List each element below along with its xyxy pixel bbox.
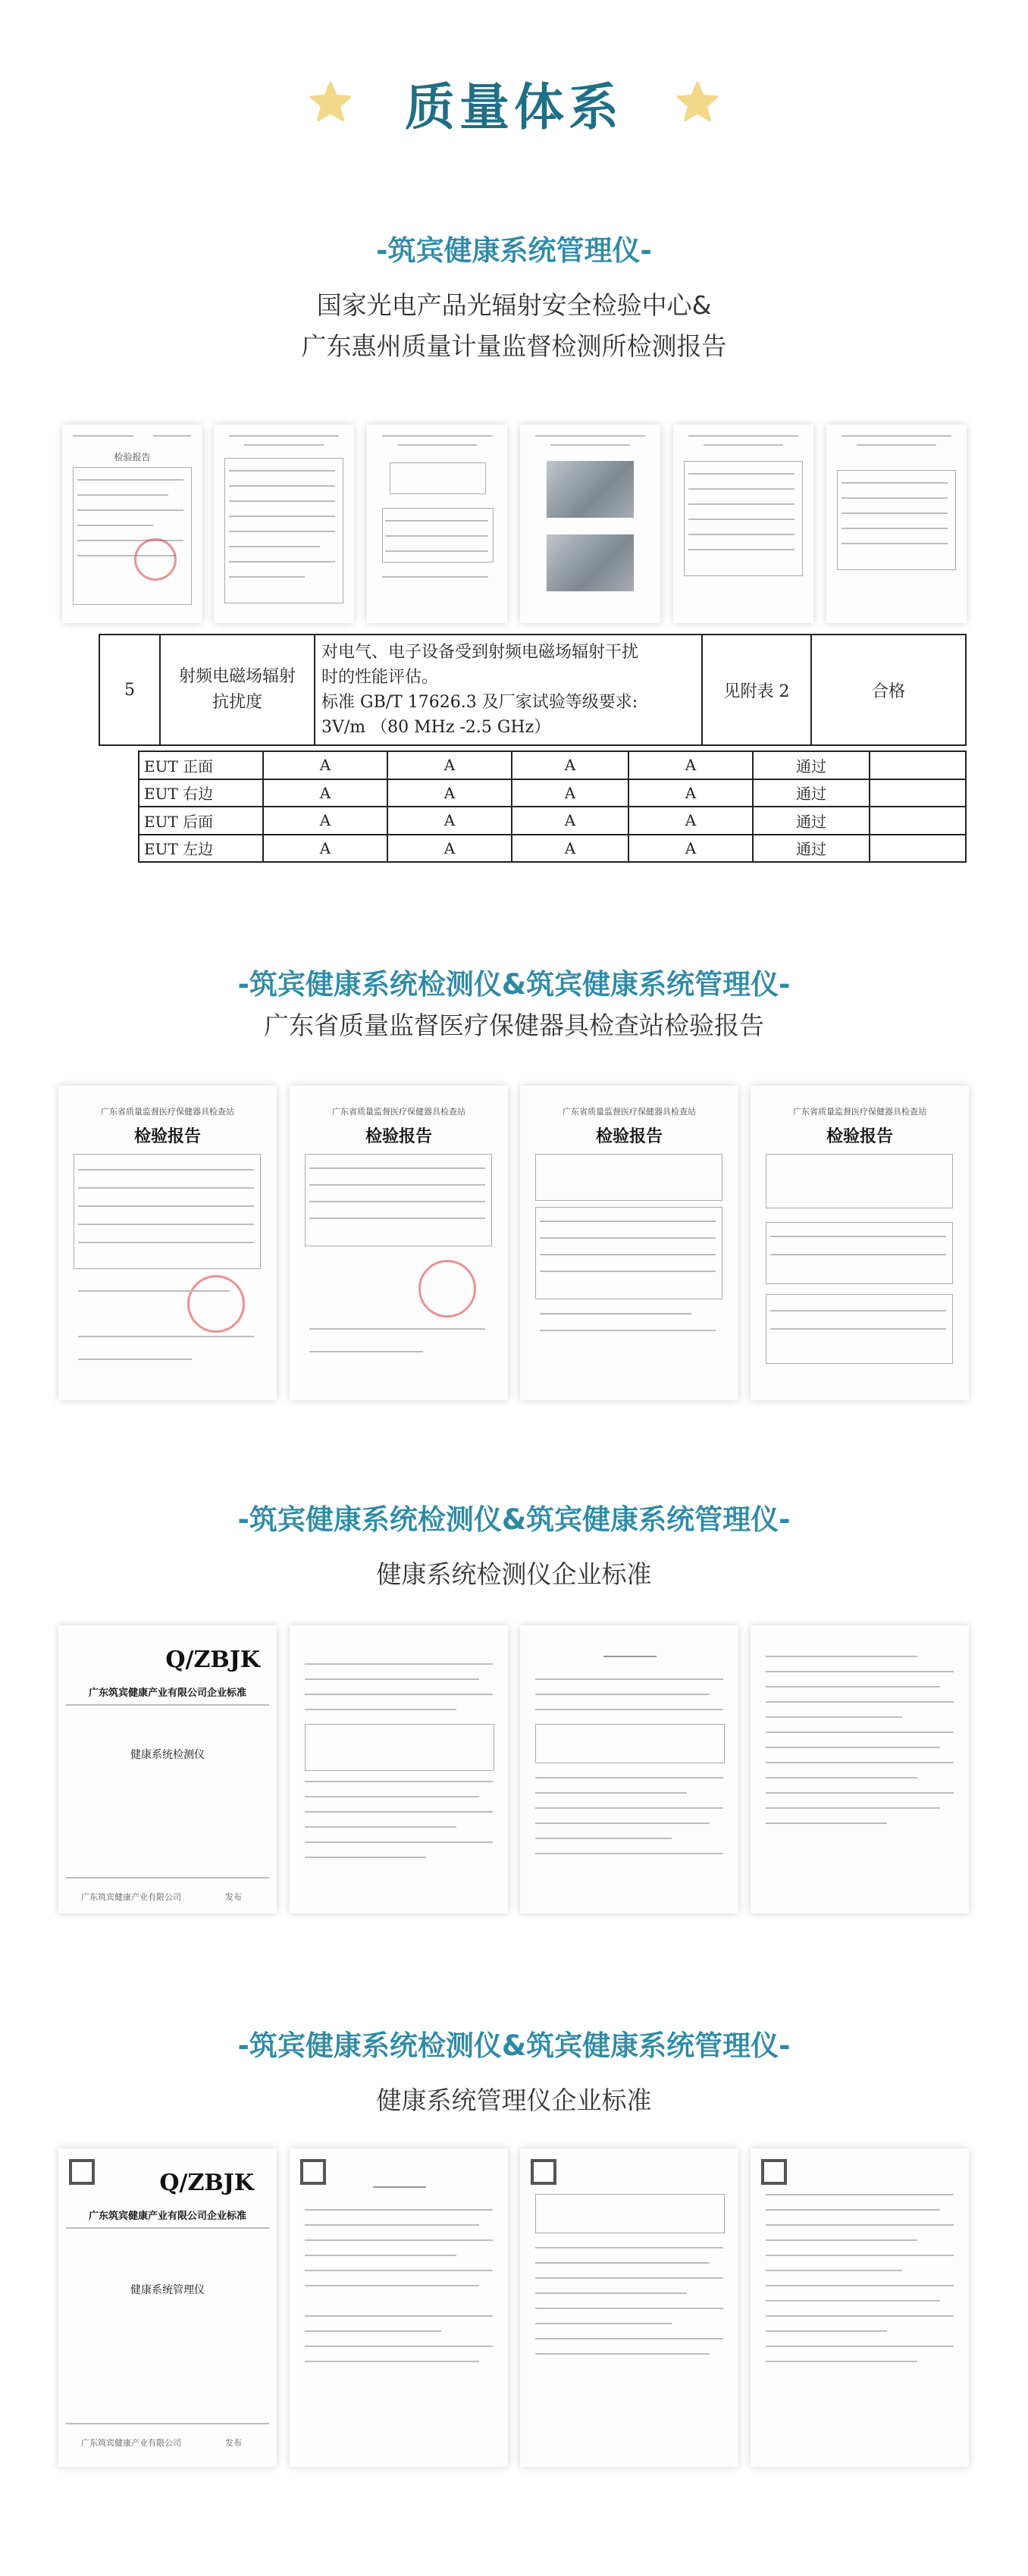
standard-page-thumbnail [290, 1625, 508, 1913]
report-page-thumbnail: 广东省质量监督医疗保健器具检查站 检验报告 [520, 1086, 738, 1400]
report-page-thumbnail: 广东省质量监督医疗保健器具检查站 检验报告 [290, 1086, 508, 1400]
table-cell: 对电气、电子设备受到射频电磁场辐射干扰 [321, 643, 639, 662]
table-cell: A [512, 807, 628, 835]
table-cell: 见附表 2 [702, 635, 811, 745]
table-cell: A [387, 835, 512, 863]
table-cell: A [628, 807, 753, 835]
section-subtitle: 广东省质量监督医疗保健器具检查站检验报告 [264, 1011, 764, 1040]
table-cell: 通过 [753, 751, 870, 779]
table-row [139, 807, 966, 835]
section-heading: -筑宾健康系统检测仪&筑宾健康系统管理仪- [237, 1503, 791, 1536]
section-subtitle: 国家光电产品光辐射安全检验中心& [316, 290, 712, 320]
table-cell: 通过 [753, 779, 870, 807]
page-title: 质量体系 [405, 77, 623, 136]
table-cell: A [628, 751, 753, 779]
star-icon [676, 81, 719, 124]
table-cell: 抗扰度 [212, 693, 262, 712]
report-page-thumbnail [367, 425, 507, 623]
section-heading: -筑宾健康系统检测仪&筑宾健康系统管理仪- [237, 2029, 791, 2062]
table-cell: A [512, 751, 628, 779]
table-row [139, 835, 966, 863]
standard-page-thumbnail [751, 1625, 969, 1913]
table-cell: EUT 左边 [139, 835, 263, 863]
table-cell: 通过 [753, 807, 870, 835]
table-cell: A [387, 779, 512, 807]
table-cell: EUT 后面 [139, 807, 263, 835]
table-cell: EUT 右边 [139, 779, 263, 807]
standard-page-thumbnail: Q/ZBJK 广东筑宾健康产业有限公司企业标准 健康系统管理仪 广东筑宾健康产业有限公司 发布 [58, 2148, 277, 2467]
table-cell: A [263, 807, 387, 835]
table-row [139, 779, 966, 807]
table-cell: A [512, 779, 628, 807]
eut-table [62, 751, 967, 863]
report-page-thumbnail [673, 425, 813, 623]
section-subtitle: 广东惠州质量计量监督检测所检测报告 [301, 331, 727, 361]
table-cell: A [628, 835, 753, 863]
table-cell: 时的性能评估。 [321, 668, 439, 687]
section-subtitle: 健康系统检测仪企业标准 [376, 1559, 652, 1589]
table-cell: A [263, 835, 387, 863]
report-page-thumbnail: 广东省质量监督医疗保健器具检查站 检验报告 [751, 1086, 969, 1400]
table-cell: A [512, 835, 628, 863]
table-row [139, 751, 966, 779]
table-cell: EUT 正面 [139, 751, 263, 779]
section-subtitle: 健康系统管理仪企业标准 [376, 2086, 652, 2115]
table-cell: A [387, 751, 512, 779]
table-cell: 5 [99, 635, 160, 745]
table-cell: 射频电磁场辐射 [178, 667, 296, 686]
standard-page-thumbnail: Q/ZBJK 广东筑宾健康产业有限公司企业标准 健康系统检测仪 广东筑宾健康产业有限公司 发布 [58, 1625, 277, 1913]
report-page-thumbnail: 检验报告 [62, 425, 202, 623]
standard-page-thumbnail [290, 2148, 508, 2467]
section-heading: -筑宾健康系统检测仪&筑宾健康系统管理仪- [237, 968, 791, 1001]
report-page-thumbnail [520, 425, 660, 623]
page-header [0, 68, 1028, 136]
table-cell: A [263, 751, 387, 779]
table-cell: 合格 [811, 635, 966, 745]
table-cell: 标准 GB/T 17626.3 及厂家试验等级要求: [321, 693, 638, 712]
table-cell: 3V/m （80 MHz -2.5 GHz） [321, 718, 551, 737]
table-cell: A [628, 779, 753, 807]
report-page-thumbnail [214, 425, 354, 623]
report-page-thumbnail: 广东省质量监督医疗保健器具检查站 检验报告 [58, 1086, 277, 1400]
report-page-thumbnail [826, 425, 967, 623]
standard-page-thumbnail [520, 2148, 738, 2467]
report-table-detail [62, 634, 967, 746]
table-cell: 通过 [753, 835, 870, 863]
section-heading: -筑宾健康系统管理仪- [376, 234, 652, 267]
star-icon [309, 81, 352, 124]
standard-page-thumbnail [751, 2148, 969, 2467]
table-cell: A [263, 779, 387, 807]
table-cell: A [387, 807, 512, 835]
standard-page-thumbnail [520, 1625, 738, 1913]
